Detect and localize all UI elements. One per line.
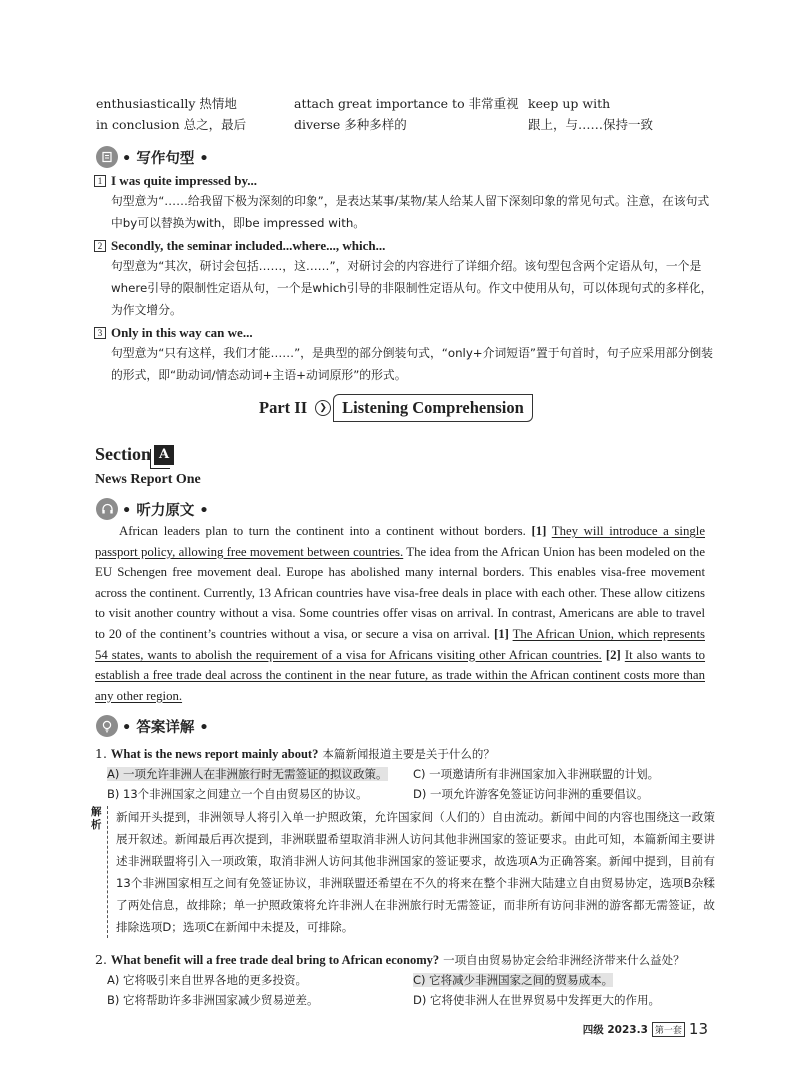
volume-label: 第一套	[652, 1022, 685, 1037]
issue-label: 四级 2023.3	[582, 1023, 648, 1036]
question-number: 2.	[95, 952, 107, 967]
part-heading	[259, 393, 533, 423]
pattern-explanation: 句型意为“只有这样，我们才能……”，是典型的部分倒装句式，“only+介词短语”置于句首时，句子应采用部分倒装的形式，即“助动词/情态动词+主语+动词原形”的形式。	[111, 346, 713, 382]
question-number: 1.	[95, 746, 107, 761]
pattern-number: 2	[94, 240, 106, 252]
pattern-explanation: 句型意为“其次，研讨会包括……，这……”，对研讨会的内容进行了详细介绍。该句型包含两个定语从句，一个是where引导的限制性定语从句，一个是which引导的非限制性定语从句。作文中使用从句，可以体现句式的多样化，为作文增分。	[111, 259, 713, 317]
question-2	[95, 950, 715, 1010]
question-translation: 一项自由贸易协定会给非洲经济带来什么益处？	[443, 953, 685, 967]
option-c-correct: C) 它将减少非洲国家之间的贸易成本。	[413, 973, 614, 987]
transcript-text: African leaders plan to turn the continent into a continent without borders.	[119, 524, 532, 538]
page-number: 13	[688, 1020, 708, 1038]
vocab-item: diverse 多种多样的	[294, 117, 407, 132]
vocab-item: 跟上，与……保持一致	[528, 117, 654, 132]
vocab-item: enthusiastically 热情地	[96, 96, 237, 111]
option-d: D) 它将使非洲人在世界贸易中发挥更大的作用。	[413, 993, 660, 1007]
answer-marker: [2]	[605, 647, 621, 662]
option-b: B) 它将帮助许多非洲国家减少贸易逆差。	[107, 993, 319, 1007]
news-report-title: News Report One	[95, 472, 201, 487]
listening-transcript	[95, 521, 705, 706]
pattern-explanation: 句型意为“……给我留下极为深刻的印象”，是表达某事/某物/某人给某人留下深刻印象的常见句式。注意，在该句式中by可以替换为with，即be impressed with。	[111, 194, 710, 230]
writing-heading-label: • 写作句型 •	[122, 150, 209, 167]
section-label: Section	[95, 444, 151, 464]
answer-heading-label: • 答案详解 •	[122, 719, 209, 736]
option-d: D) 一项允许游客免签证访问非洲的重要倡议。	[413, 787, 649, 801]
part-label: Part II	[259, 398, 308, 417]
arrow-right-icon: ❯	[315, 400, 331, 416]
vocab-row	[96, 114, 736, 135]
pattern-number: 1	[94, 175, 106, 187]
answer-marker: [1]	[531, 524, 547, 538]
section-letter: A	[154, 445, 174, 465]
vocab-row	[96, 93, 736, 114]
listening-heading	[96, 497, 209, 521]
question-text: What benefit will a free trade deal bring to African economy?	[110, 953, 440, 967]
question-text: What is the news report mainly about?	[110, 747, 319, 761]
option-a-correct: A) 一项允许非洲人在非洲旅行时无需签证的拟议政策。	[107, 767, 388, 781]
question-1	[91, 744, 715, 938]
analysis-tag: 解析	[91, 806, 102, 831]
part-title: Listening Comprehension	[333, 394, 533, 422]
question-translation: 本篇新闻报道主要是关于什么的？	[322, 747, 495, 761]
key-sentence: The African Union, which represents 54 states, wants to abolish the requirement of a visa for Africans visiting other African countries.	[95, 626, 705, 662]
option-c: C) 一项邀请所有非洲国家加入非洲联盟的计划。	[413, 767, 660, 781]
key-sentence: It also wants to establish a free trade deal across the continent in the near future, as trade within the African continent costs more than any other region.	[95, 647, 706, 703]
options	[95, 764, 715, 804]
vocab-item: keep up with	[528, 96, 611, 111]
writing-patterns	[94, 171, 714, 388]
analysis	[91, 806, 715, 938]
analysis-text: 新闻开头提到，非洲领导人将引入单一护照政策，允许国家间（人们的）自由流动。新闻中间的内容也围绕这一政策展开叙述。新闻最后再次提到，非洲联盟希望取消非洲人访问其他非洲国家的签证要求。由此可知，本篇新闻主要讲述非洲联盟将引入一项政策，取消非洲人访问其他非洲国家的签证要求，故选项A为正确答案。新闻中提到，目前有13个非洲国家相互之间有免签证协议，非洲联盟还希望在不久的将来在整个非洲大陆建立自由贸易协定，选项B杂糅了两处信息，故排除；单一护照政策将允许非洲人在非洲旅行时无需签证，而非所有访问非洲的游客都无需签证，故排除选项D；选项C在新闻中未提及，可排除。	[107, 806, 715, 938]
transcript-text: The idea from the African Union has been modeled on the EU Schengen free movement deal. Europe has abolished many internal borders. This enables visa-free movement across the continent. Currently, 13 African countries have visa-free deals in place with each other. These allow citizens to visit another country without a visa. Some countries offer visas on arrival. In contrast, Americans are able to travel to 20 of the continent’s countries without a visa, or secure a visa on arrival.	[95, 544, 705, 641]
listening-heading-label: • 听力原文 •	[122, 502, 209, 519]
pattern-item	[94, 171, 714, 234]
pattern-item	[94, 323, 714, 386]
lightbulb-icon	[96, 715, 118, 737]
answer-heading	[96, 714, 209, 738]
note-icon	[96, 146, 118, 168]
options	[95, 970, 715, 1010]
key-sentence: They will introduce a single passport policy, allowing free movement between countries.	[95, 524, 706, 559]
pattern-title: Only in this way can we...	[111, 324, 253, 340]
vocab-list	[96, 93, 736, 135]
vocab-item: attach great importance to 非常重视	[294, 96, 519, 111]
answer-marker: [1]	[493, 626, 509, 641]
pattern-number: 3	[94, 327, 106, 339]
option-b: B) 13个非洲国家之间建立一个自由贸易区的协议。	[107, 787, 368, 801]
option-a: A) 它将吸引来自世界各地的更多投资。	[107, 973, 308, 987]
page-footer	[583, 1020, 708, 1038]
pattern-title: I was quite impressed by...	[111, 172, 258, 188]
pattern-item	[94, 236, 714, 321]
headphones-icon	[96, 498, 118, 520]
section-heading	[95, 444, 174, 465]
vocab-item: in conclusion 总之，最后	[96, 117, 247, 132]
pattern-title: Secondly, the seminar included...where..., which...	[111, 237, 386, 253]
writing-heading	[96, 145, 209, 169]
